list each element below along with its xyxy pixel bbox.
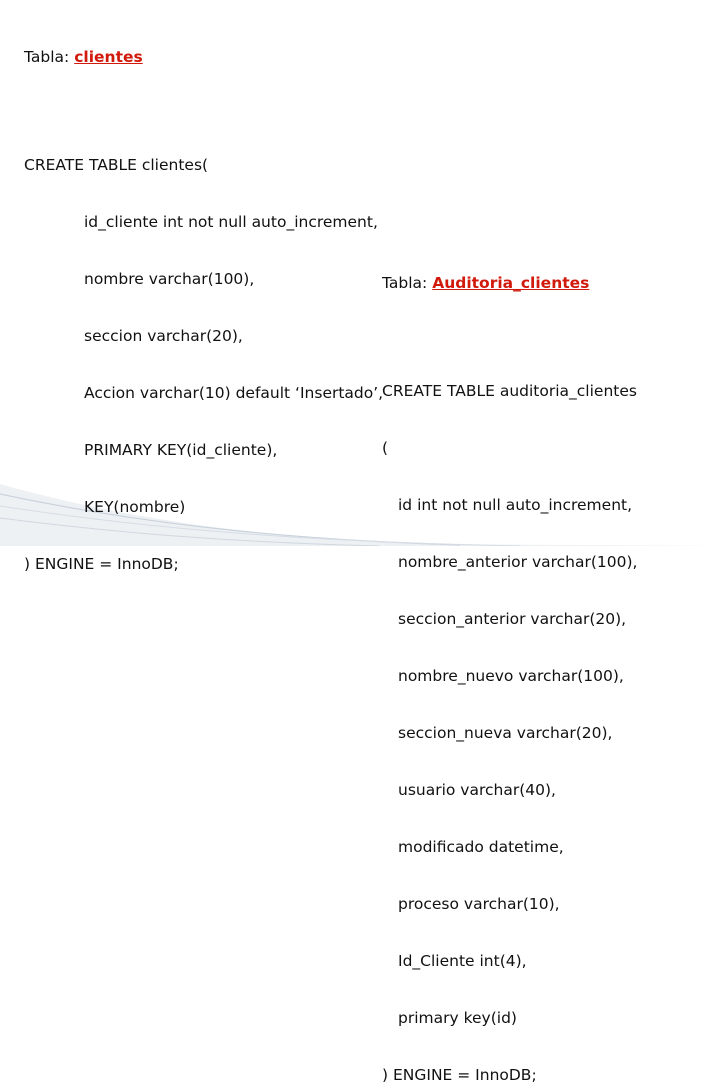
table-name: Auditoria_clientes (432, 274, 590, 292)
clientes-table-block (24, 10, 383, 593)
code-line: id_cliente int not null auto_increment, (84, 213, 378, 231)
code-line: nombre_nuevo varchar(100), (398, 667, 624, 685)
code-line: seccion_nueva varchar(20), (398, 724, 613, 742)
clientes-heading (24, 48, 383, 67)
code-line: primary key(id) (398, 1009, 517, 1027)
code-line: ( (382, 439, 389, 457)
heading-separator: : (64, 48, 75, 66)
code-line: seccion_anterior varchar(20), (398, 610, 627, 628)
code-line: nombre varchar(100), (84, 270, 255, 288)
code-line: CREATE TABLE auditoria_clientes (382, 382, 637, 400)
auditoria-heading (382, 274, 638, 293)
code-line: seccion varchar(20), (84, 327, 243, 345)
code-line: ) ENGINE = InnoDB; (382, 1066, 537, 1084)
code-line: CREATE TABLE clientes( (24, 156, 209, 174)
auditoria-clientes-table-block (382, 236, 638, 1092)
code-line: proceso varchar(10), (398, 895, 560, 913)
code-line: KEY(nombre) (84, 498, 186, 516)
heading-separator: : (422, 274, 433, 292)
code-line: nombre_anterior varchar(100), (398, 553, 638, 571)
code-line: PRIMARY KEY(id_cliente), (84, 441, 278, 459)
code-line: modificado datetime, (398, 838, 564, 856)
heading-label: Tabla (24, 48, 65, 66)
code-line: Id_Cliente int(4), (398, 952, 527, 970)
code-line: id int not null auto_increment, (398, 496, 633, 514)
heading-label: Tabla (382, 274, 423, 292)
table-name: clientes (74, 48, 143, 66)
code-line: Accion varchar(10) default ‘Insertado’, (84, 384, 384, 402)
code-line: usuario varchar(40), (398, 781, 556, 799)
code-line: ) ENGINE = InnoDB; (24, 555, 179, 573)
